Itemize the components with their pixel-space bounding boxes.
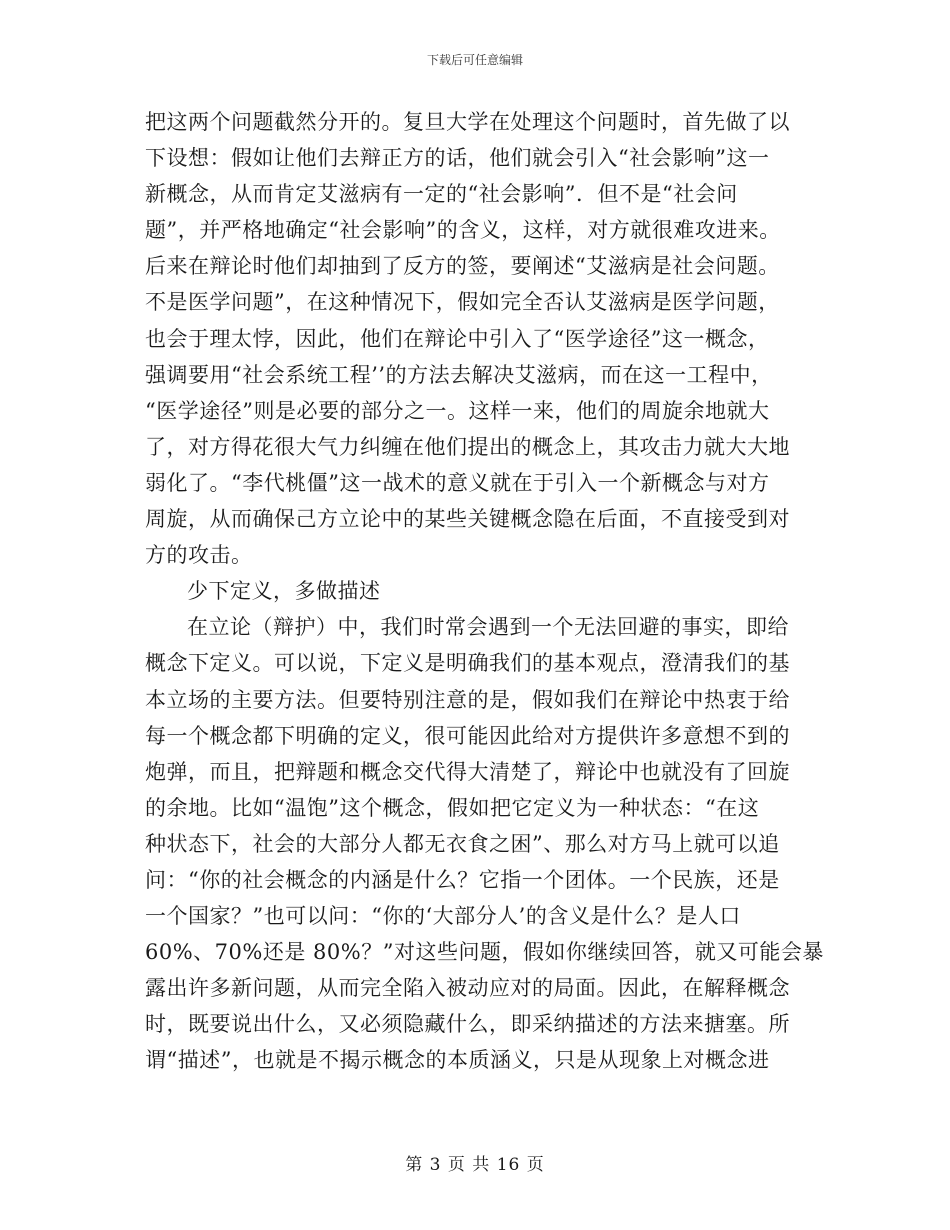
text-line: 下设想：假如让他们去辩正方的话，他们就会引入“社会影响”这一	[145, 146, 770, 171]
text-line: 谓“描述”，也就是不揭示概念的本质涵义，只是从现象上对概念进	[145, 1048, 770, 1073]
text-line: 一个国家？”也可以问：“你的‘大部分人’的含义是什么？是人口	[145, 904, 741, 929]
text-line: 后来在辩论时他们却抽到了反方的签，要阐述“艾滋病是社会问题。	[145, 254, 780, 279]
page-number-footer: 第 3 页 共 16 页	[405, 1155, 545, 1175]
text-line: 概念下定义。可以说，下定义是明确我们的基本观点，澄清我们的基	[145, 651, 790, 676]
text-line: 题”，并严格地确定“社会影响”的含义，这样，对方就很难攻进来。	[145, 218, 781, 243]
text-line: 本立场的主要方法。但要特别注意的是，假如我们在辩论中热衷于给	[145, 687, 790, 712]
text-line: 方的攻击。	[145, 543, 253, 568]
text-line: 炮弹，而且，把辩题和概念交代得大清楚了，辩论中也就没有了回旋	[145, 759, 790, 784]
paragraph-first-line: 在立论（辩护）中，我们时常会遇到一个无法回避的事实，即给	[187, 615, 789, 640]
text-line: “医学途径”则是必要的部分之一。这样一来，他们的周旋余地就大	[145, 398, 770, 423]
text-line: 强调要用“社会系统工程’’的方法去解决艾滋病，而在这一工程中，	[145, 362, 773, 387]
document-body	[145, 104, 824, 1079]
text-line: 把这两个问题截然分开的。复旦大学在处理这个问题时，首先做了以	[145, 110, 790, 134]
text-line: 时，既要说出什么，又必须隐藏什么，即采纳描述的方法来搪塞。所	[145, 1012, 790, 1037]
text-line: 露出许多新问题，从而完全陷入被动应对的局面。因此，在解释概念	[145, 976, 790, 1001]
text-line: 60%、70%还是 80%？”对这些问题，假如你继续回答，就又可能会暴	[145, 940, 824, 965]
text-line: 周旋，从而确保己方立论中的某些关键概念隐在后面，不直接受到对	[145, 507, 790, 532]
paragraph-first-line: 少下定义，多做描述	[187, 579, 381, 604]
text-line: 每一个概念都下明确的定义，很可能因此给对方提供许多意想不到的	[145, 723, 790, 748]
text-line: 弱化了。“李代桃僵”这一战术的意义就在于引入一个新概念与对方	[145, 470, 770, 495]
text-line: 新概念，从而肯定艾滋病有一定的“社会影响”．但不是“社会问	[145, 182, 738, 207]
text-line: 不是医学问题”，在这种情况下，假如完全否认艾滋病是医学问题，	[145, 290, 780, 315]
text-line: 了，对方得花很大气力纠缠在他们提出的概念上，其攻击力就大大地	[145, 434, 790, 459]
text-line: 也会于理太悖，因此，他们在辩论中引入了“医学途径”这一概念，	[145, 326, 770, 351]
page-header: 下载后可任意编辑	[426, 53, 523, 67]
text-line: 问：“你的社会概念的内涵是什么？它指一个团体。一个民族，还是	[145, 867, 780, 892]
text-line: 种状态下，社会的大部分人都无衣食之困”、那么对方马上就可以追	[145, 831, 780, 856]
text-line: 的余地。比如“温饱”这个概念，假如把它定义为一种状态：“在这	[145, 795, 760, 820]
